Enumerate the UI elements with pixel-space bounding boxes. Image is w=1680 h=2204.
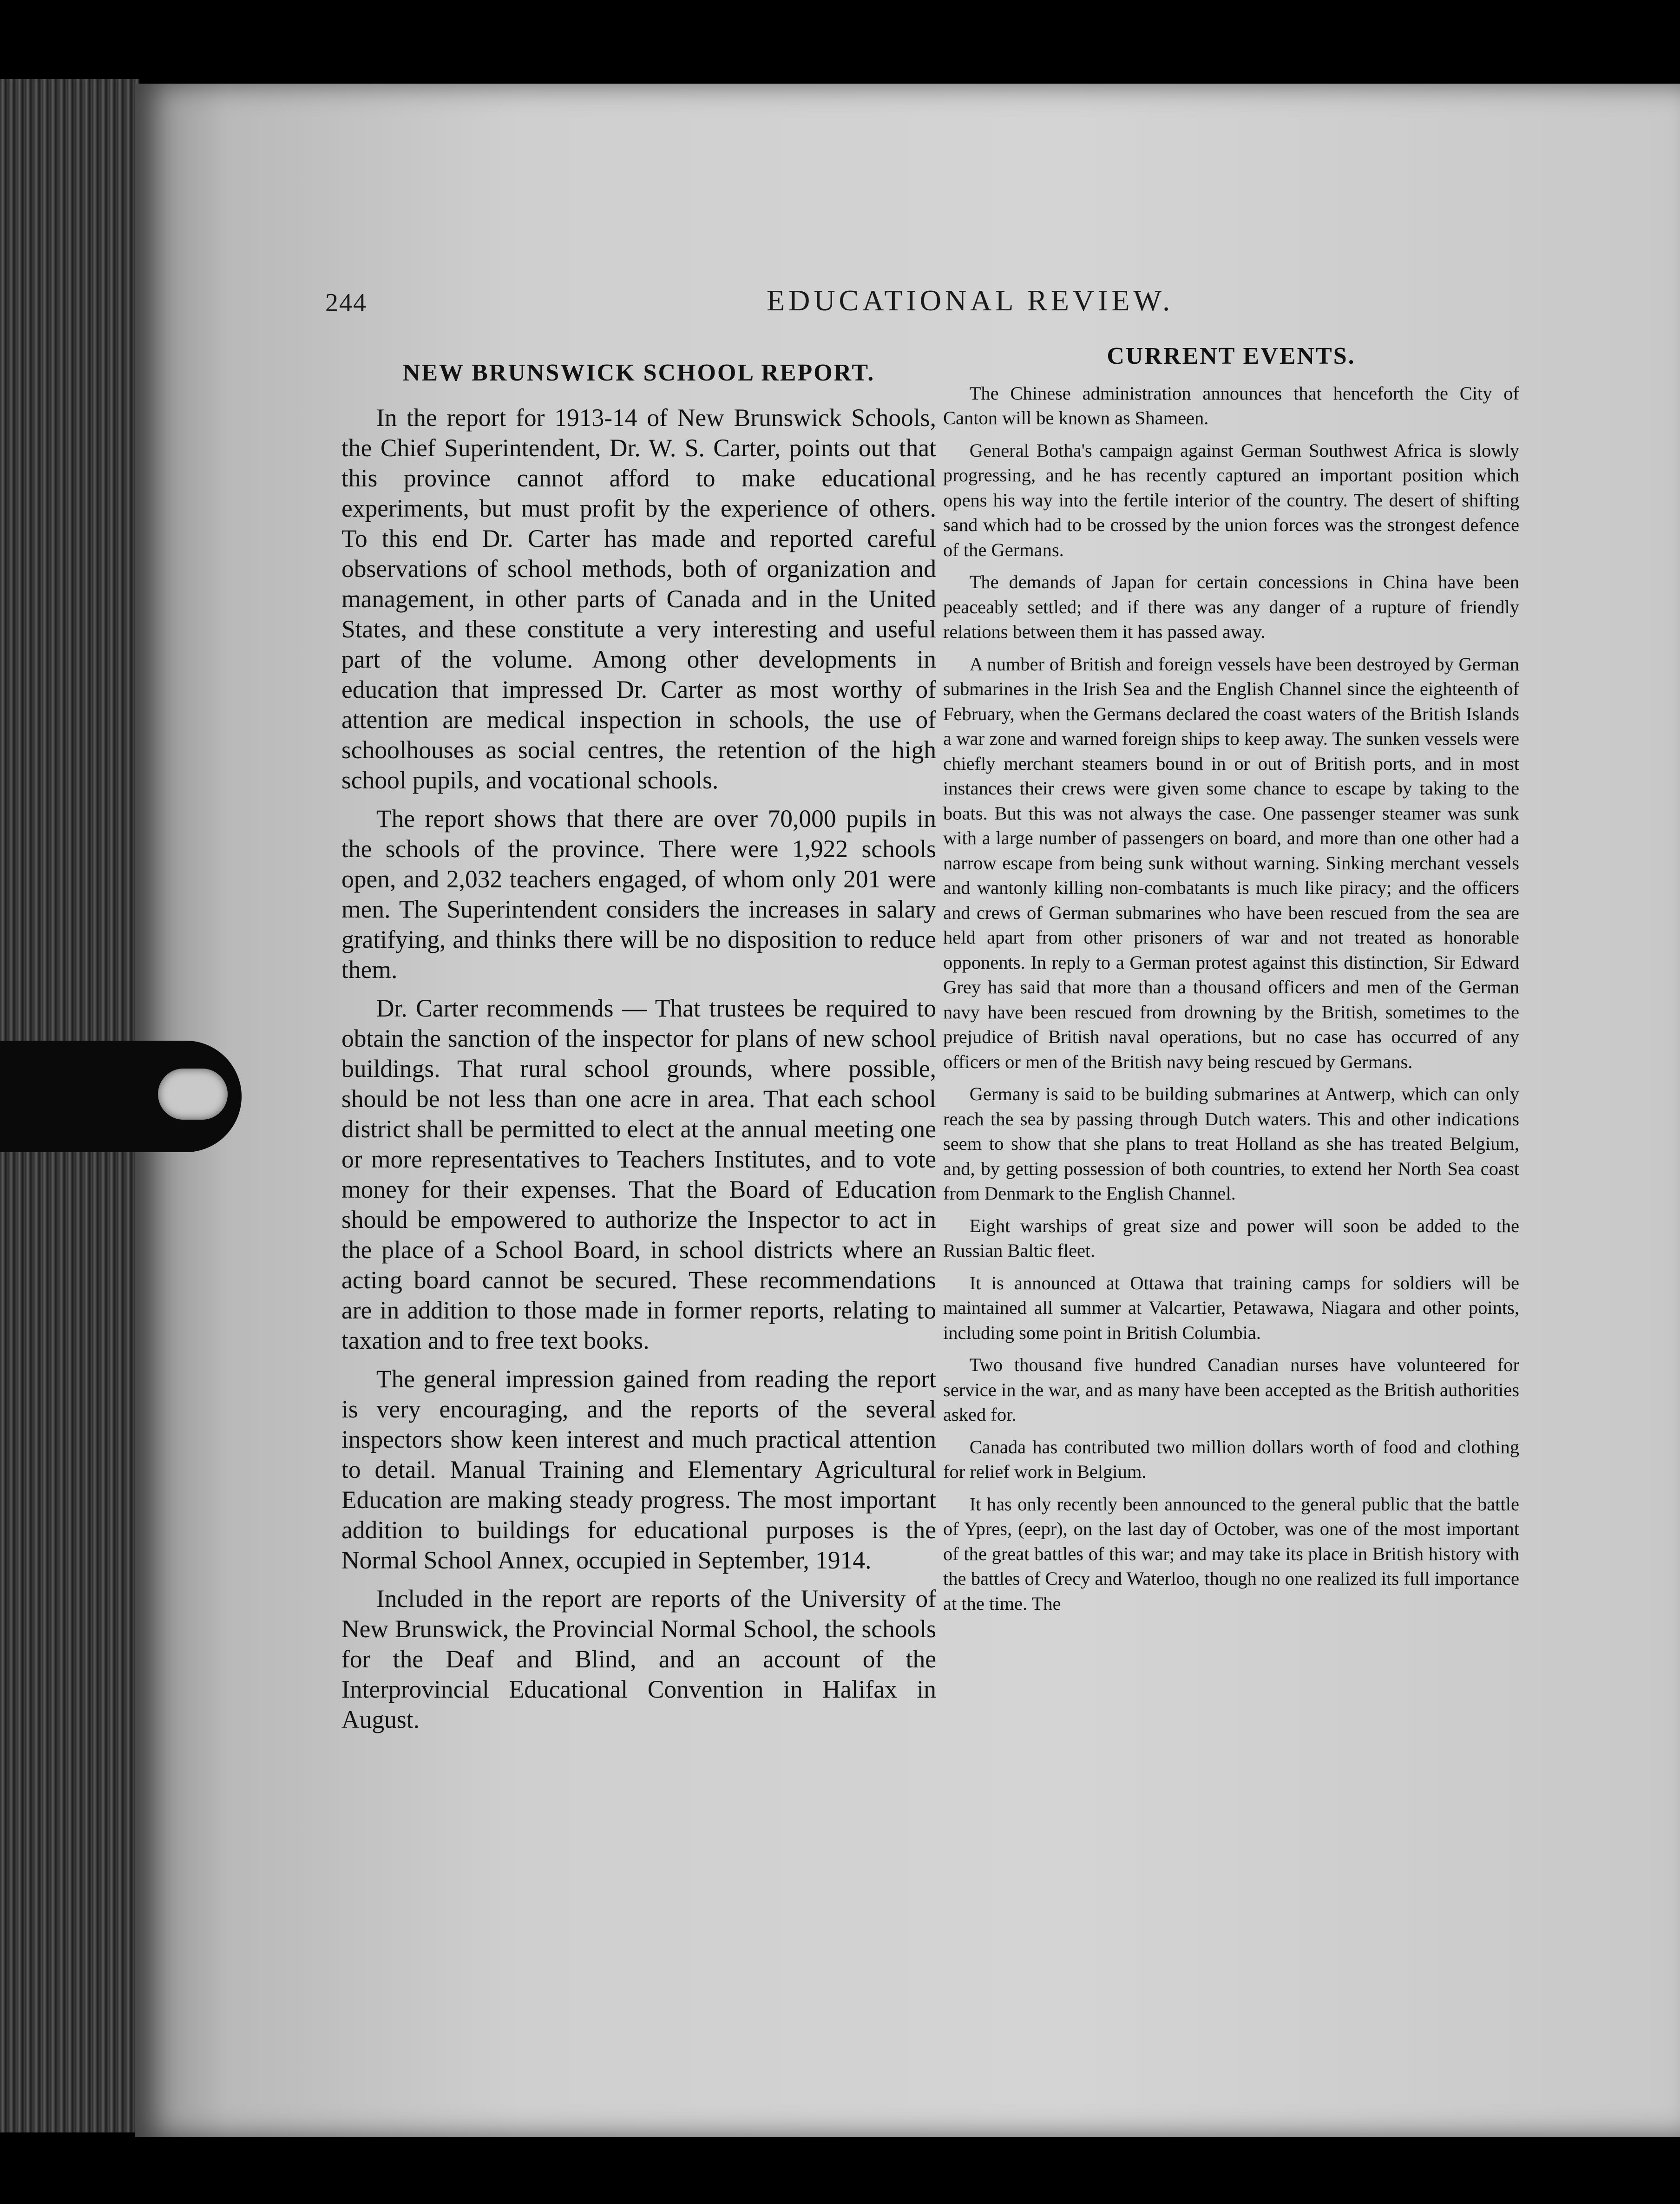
running-title: EDUCATIONAL REVIEW. [767,284,1174,317]
article-paragraph: In the report for 1913-14 of New Brunswick Schools, the Chief Superintendent, Dr. W. S. Carter, points out that this province cannot afford to make educational experiments, but must profit by the experience of others. To this end Dr. Carter has made and reported careful observations of school methods, both of organization and management, in other parts of Canada and in the United States, and these constitute a very interesting and useful part of the volume. Among other developments in education that impressed Dr. Carter as most worthy of attention are medical inspection in schools, the use of schoolhouses as social centres, the retention of the high school pupils, and vocational schools. [341,404,936,794]
page-header [325,283,1680,330]
news-item: Two thousand five hundred Canadian nurses have volunteered for service in the war, and as many have been accepted as the British authorities asked for. [943,1354,1519,1425]
article-new-brunswick-school-report [341,358,936,1743]
news-item: It has only recently been announced to the general public that the battle of Ypres, (eepr), on the last day of October, was one of the most important of the great battles of this war; and may take its place in British history with the battles of Crecy and Waterloo, though no one realized its full importance at the time. The [943,1493,1519,1614]
news-item: The Chinese administration announces that henceforth the City of Canton will be known as Shameen. [943,382,1519,428]
article-current-events [943,344,1519,1623]
article-paragraph: The general impression gained from reading the report is very encouraging, and the reports of the several inspectors show keen interest and much practical attention to detail. Manual Training and Elementary Agricultural Education are making steady progress. The most important addition to buildings for educational purposes is the Normal School Annex, occupied in September, 1914. [341,1365,936,1574]
news-item: It is announced at Ottawa that training camps for soldiers will be maintained all summer at Valcartier, Petawawa, Niagara and other points, including some point in British Columbia. [943,1272,1519,1343]
article-paragraph: The report shows that there are over 70,000 pupils in the schools of the province. There were 1,922 schools open, and 2,032 teachers engaged, of whom only 201 were men. The Superintendent considers the increases in salary gratifying, and thinks there will be no disposition to reduce them. [341,805,936,984]
article-heading: CURRENT EVENTS. [1107,343,1356,369]
news-item: A number of British and foreign vessels have been destroyed by German submarines in the Irish Sea and the English Channel since the eighteenth of February, when the Germans declared the coast waters of the British Islands a war zone and warned foreign ships to keep away. The sunken vessels were chiefly merchant steamers bound in or out of British ports, and in most instances their crews were given some chance to escape by taking to the boats. But this was not always the case. One passenger steamer was sunk with a large number of passengers on board, and more than one other had a narrow escape from being sunk without warning. Sinking merchant vessels and wantonly killing non-combatants is much like piracy; and the officers and crews of German submarines who have been rescued from the sea are held apart from other prisoners of war and not treated as honorable opponents. In reply to a German protest against this distinction, Sir Edward Grey has said that more than a thousand officers and men of the German navy have been rescued from drowning by the British, sometimes to the prejudice of British naval operations, but no case has occurred of any officers or men of the British navy being rescued by Germans. [943,653,1519,1072]
article-paragraph: Dr. Carter recommends — That trustees be required to obtain the sanction of the inspector for plans of new school buildings. That rural school grounds, where possible, should be not less than one acre in area. That each school district shall be permitted to elect at the annual meeting one or more representatives to Teachers Institutes, and to vote money for their expenses. That the Board of Education should be empowered to authorize the Inspector to act in the place of a School Board, in school districts where an acting board cannot be secured. These recommendations are in addition to those made in former reports, relating to taxation and to free text books. [341,994,936,1354]
page-number: 244 [325,289,367,317]
paper-clip-hole [158,1069,228,1120]
news-item: The demands of Japan for certain concessions in China have been peaceably settled; and if there was any danger of a rupture of friendly relations between them it has passed away. [943,571,1519,642]
article-paragraph: Included in the report are reports of the University of New Brunswick, the Provincial Normal School, the schools for the Deaf and Blind, and an account of the Interprovincial Educational Convention in Halifax in August. [341,1585,936,1733]
news-item: Eight warships of great size and power will soon be added to the Russian Baltic fleet. [943,1215,1519,1261]
news-item: Germany is said to be building submarines at Antwerp, which can only reach the sea by passing through Dutch waters. This and other indications seem to show that she plans to treat Holland as she has treated Belgium, and, by getting possession of both countries, to extend her North Sea coast from Denmark to the English Channel. [943,1083,1519,1204]
news-item: Canada has contributed two million dollars worth of food and clothing for relief work in Belgium. [943,1436,1519,1482]
article-heading: NEW BRUNSWICK SCHOOL REPORT. [402,360,875,386]
news-item: General Botha's campaign against German Southwest Africa is slowly progressing, and he has recently captured an important position which opens his way into the fertile interior of the country. The desert of shifting sand which had to be crossed by the union forces was the strongest defence of the Germans. [943,439,1519,560]
